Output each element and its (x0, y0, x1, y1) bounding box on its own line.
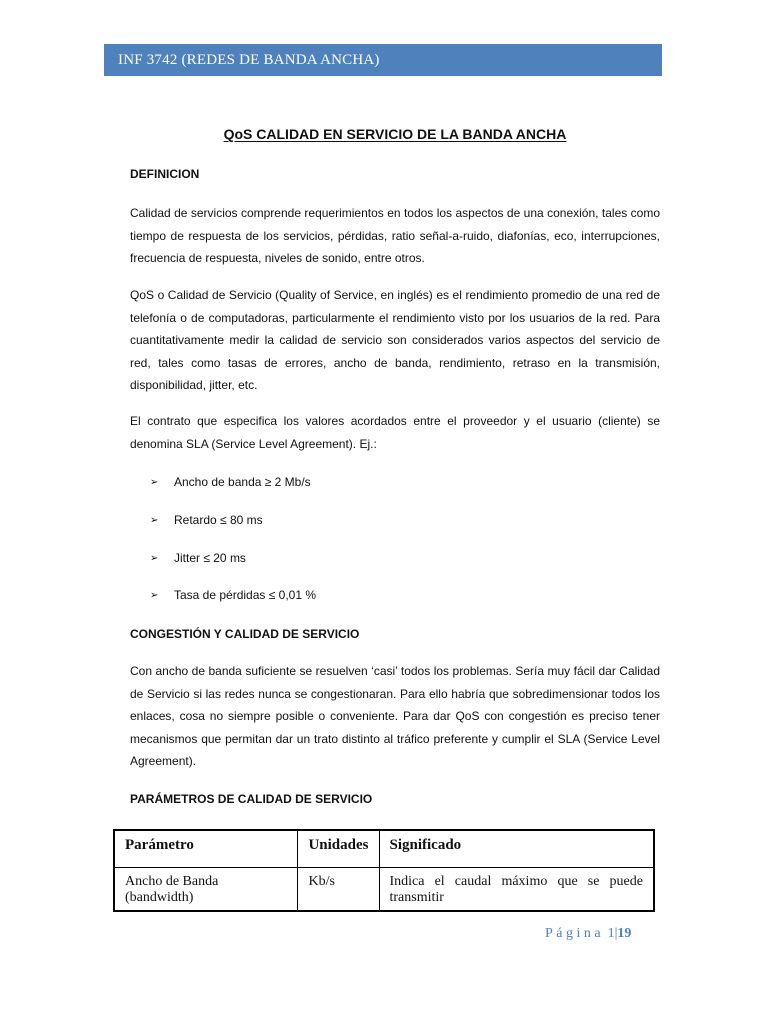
paragraph-congestion: Con ancho de banda suficiente se resuelven ‘casi’ todos los problemas. Sería muy fácil dar Calidad de Servicio si las redes nunca se congestionaran. Para ello habría que sobredimensionar todos los enlaces, cosa no siempre posible o conveniente. Para dar QoS con congestión es preciso tener mecanismos que permitan dar un trato distinto al tráfico preferente y cumplir el SLA (Service Level Agreement). (130, 664, 660, 769)
table-header-cell: Unidades (298, 830, 379, 868)
arrowhead-bullet-icon: ➢ (150, 514, 159, 526)
table-header-cell: Parámetro (114, 830, 298, 868)
paragraph-definicion-2: QoS o Calidad de Servicio (Quality of Service, en inglés) es el rendimiento promedio de una red de telefonía o de computadoras, particularmente el rendimiento visto por los usuarios de la red. Para cuantitativamente medir la calidad de servicio son considerados varios aspectos del servicio de red, tales como tasas de errores, ancho de banda, rendimiento, retraso en la transmisión, disponibilidad, jitter, etc. (130, 288, 660, 393)
bullet-text: Tasa de pérdidas ≤ 0,01 % (174, 588, 317, 602)
arrowhead-bullet-icon: ➢ (150, 589, 159, 601)
bullet-text: Ancho de banda ≥ 2 Mb/s (174, 475, 311, 489)
paragraph-definicion-3: El contrato que especifica los valores acordados entre el proveedor y el usuario (cliente) se denomina SLA (Service Level Agreement). Ej.: (130, 414, 660, 451)
bullet-text: Retardo ≤ 80 ms (174, 513, 263, 527)
page-label: Página (545, 926, 605, 941)
parameters-table (113, 829, 655, 912)
bullet-item (150, 475, 311, 489)
table-header-cell: Significado (379, 830, 654, 868)
bullet-item (150, 513, 263, 527)
bullet-item (150, 551, 246, 565)
section-heading-congestion: CONGESTIÓN Y CALIDAD DE SERVICIO (130, 627, 360, 641)
page-number (545, 926, 631, 942)
header-bar (104, 44, 662, 76)
arrowhead-bullet-icon: ➢ (150, 552, 159, 564)
table-header-row (114, 830, 654, 868)
document-title: QoS CALIDAD EN SERVICIO DE LA BANDA ANCHA (223, 126, 567, 142)
page-separator: | (614, 926, 618, 941)
table-cell: Indica el caudal máximo que se puede transmitir (379, 868, 654, 912)
page-current: 1 (607, 926, 615, 941)
section-heading-definicion: DEFINICION (130, 167, 200, 181)
table-cell: Kb/s (298, 868, 379, 912)
table-row (114, 868, 654, 912)
bullet-item (150, 588, 316, 602)
paragraph-definicion-1: Calidad de servicios comprende requerimientos en todos los aspectos de una conexión, tales como tiempo de respuesta de los servicios, pérdidas, ratio señal-a-ruido, diafonías, eco, interrupciones, frecuencia de respuesta, niveles de sonido, entre otros. (130, 206, 660, 266)
arrowhead-bullet-icon: ➢ (150, 476, 159, 488)
table-cell: Ancho de Banda (bandwidth) (114, 868, 298, 912)
header-title: INF 3742 (REDES DE BANDA ANCHA) (118, 51, 380, 68)
bullet-text: Jitter ≤ 20 ms (174, 551, 246, 565)
page-total: 19 (617, 926, 632, 941)
section-heading-parametros: PARÁMETROS DE CALIDAD DE SERVICIO (130, 792, 373, 806)
